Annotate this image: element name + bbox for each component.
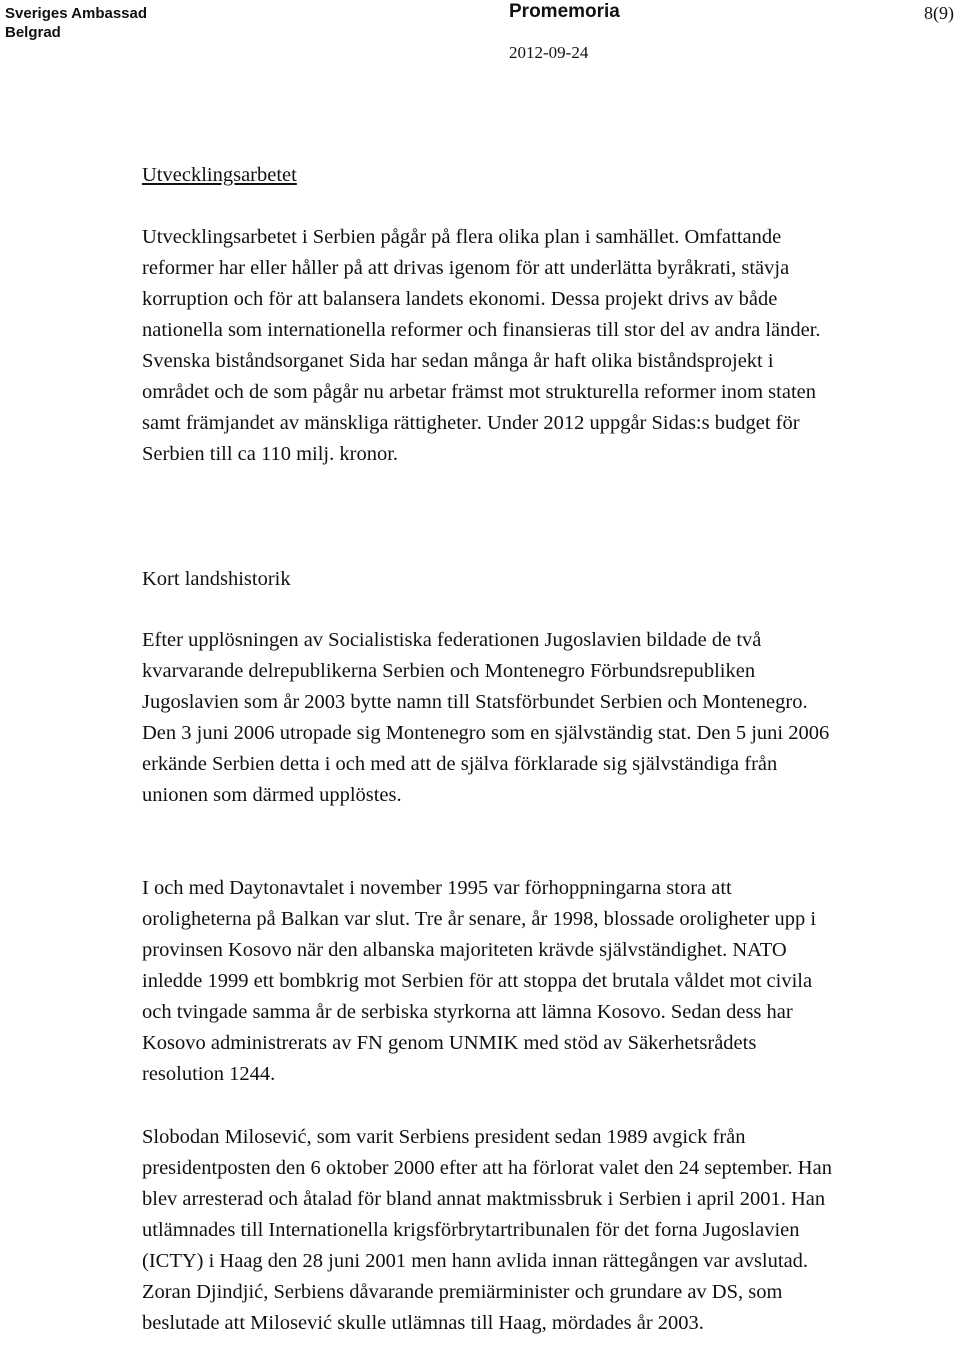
section-heading-utvecklingsarbetet: Utvecklingsarbetet — [142, 164, 297, 186]
document-date: 2012-09-24 — [509, 43, 589, 62]
paragraph: Efter upplösningen av Socialistiska federationen Jugoslavien bildade de två kvarvarande delrepublikerna Serbien och Montenegro Förbundsrepubliken Jugoslavien som år 2003 bytte namn till Statsförbundet Serbien och Montenegro. Den 3 juni 2006 utropade sig Montenegro som en självständig stat. Den 5 juni 2006 erkände Serbien detta i och med att de själva förklarade sig självständiga från unionen som därmed upplöstes. — [142, 629, 830, 806]
organization-name: Sveriges Ambassad — [5, 5, 148, 22]
page-header — [0, 0, 960, 72]
paragraph: Utvecklingsarbetet i Serbien pågår på flera olika plan i samhället. Omfattande reformer har eller håller på att drivas igenom för att underlätta byråkrati, stävja korruption och för att balansera landets ekonomi. Dessa projekt drivs av både nationella som internationella reformer och finansieras till stor del av andra länder. Svenska biståndsorganet Sida har sedan många år haft olika biståndsprojekt i området och de som pågår nu arbetar främst mot strukturella reformer inom staten samt främjandet av mänskliga rättigheter. Under 2012 uppgår Sidas:s budget för Serbien till ca 110 milj. kronor. — [142, 226, 821, 465]
document-type: Promemoria — [509, 1, 620, 22]
paragraph: Slobodan Milosević, som varit Serbiens president sedan 1989 avgick från presidentposten den 6 oktober 2000 efter att ha förlorat valet den 24 september. Han blev arresterad och åtalad för bland annat maktmissbruk i Serbien i april 2001. Han utlämnades till Internationella krigsförbrytartribunalen för det forna Jugoslavien (ICTY) i Haag den 28 juni 2001 men hann avlida innan rättegången var avslutad. Zoran Djindjić, Serbiens dåvarande premiärminister och grundare av DS, som beslutade att Milosević skulle utlämnas till Haag, mördades år 2003. — [142, 1126, 832, 1334]
section-heading-kort-landshistorik: Kort landshistorik — [142, 568, 291, 590]
organization-location: Belgrad — [5, 24, 61, 41]
paragraph: I och med Daytonavtalet i november 1995 var förhoppningarna stora att oroligheterna på Balkan var slut. Tre år senare, år 1998, blossade oroligheter upp i provinsen Kosovo när den albanska majoriteten krävde självständighet. NATO inledde 1999 ett bombkrig mot Serbien för att stoppa det brutala våldet mot civila och tvingade samma år de serbiska styrkorna att lämna Kosovo. Sedan dess har Kosovo administrerats av FN genom UNMIK med stöd av Säkerhetsrådets resolution 1244. — [142, 877, 817, 1085]
page-number: 8(9) — [924, 3, 954, 23]
